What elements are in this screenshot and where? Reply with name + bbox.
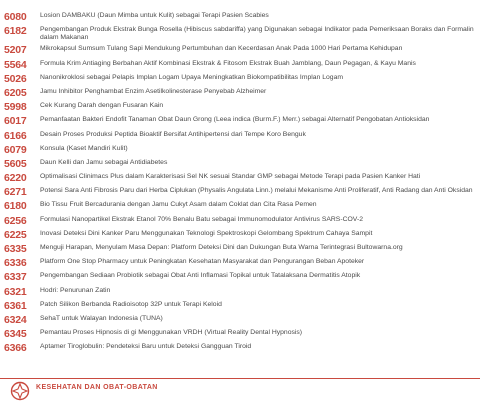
entry-title: Desain Proses Produksi Peptida Bioaktif Bersifat Antihipertensi dari Tempe Koro Benguk xyxy=(40,130,306,138)
entry-number: 6220 xyxy=(4,172,27,185)
entry-number: 6324 xyxy=(4,313,27,326)
entry-number: 6256 xyxy=(4,214,27,227)
entry-title: Pemanfaatan Bakteri Endofit Tanaman Obat Daun Grong (Leea indica (Burm.F.) Merr.) sebagai Alternatif Pengobatan Antioksidan xyxy=(40,116,430,124)
entry-number: 6079 xyxy=(4,143,27,156)
entry-number: 6271 xyxy=(4,186,27,199)
list-item xyxy=(4,45,476,56)
entry-number: 6345 xyxy=(4,328,27,341)
list-item xyxy=(4,287,476,298)
list-item xyxy=(4,201,476,212)
list-item xyxy=(4,258,476,269)
entry-number: 6180 xyxy=(4,200,27,213)
list-item xyxy=(4,301,476,312)
entry-number: 5998 xyxy=(4,101,27,114)
list-item xyxy=(4,102,476,113)
entry-number: 6336 xyxy=(4,257,27,270)
entry-number: 5564 xyxy=(4,58,27,71)
entry-number: 6166 xyxy=(4,129,27,142)
entry-title: Cek Kurang Darah dengan Fusaran Kain xyxy=(40,102,164,110)
entry-number: 6321 xyxy=(4,285,27,298)
entry-title: Nanonikroklosi sebagai Pelapis Implan Logam Upaya Meningkatkan Biokompatibilitas Implan Logam xyxy=(40,73,344,81)
entry-title: Pengembangan Sediaan Probiotik sebagai Obat Anti Inflamasi Topikal untuk Tatalaksana Dermatitis Atopik xyxy=(40,272,361,280)
entry-number: 6225 xyxy=(4,228,27,241)
list-item xyxy=(4,159,476,170)
entry-title: Pengembangan Produk Ekstrak Bunga Rosella (Hibiscus sabdariffa) yang Digunakan sebagai Indikator pada Pemeriksaan Boraks dan Formalin dalam Makanan xyxy=(40,26,474,42)
list-item xyxy=(4,244,476,255)
list-item xyxy=(4,116,476,127)
list-item xyxy=(4,329,476,340)
entry-number: 5605 xyxy=(4,157,27,170)
entry-title: Hodri: Penurunan Zatin xyxy=(40,286,111,294)
entry-number: 6017 xyxy=(4,115,27,128)
entry-number: 6182 xyxy=(4,25,27,38)
entry-title: Konsula (Kaset Mandiri Kulit) xyxy=(40,144,128,152)
list-item xyxy=(4,26,476,42)
list-item xyxy=(4,272,476,283)
footer-divider xyxy=(0,378,480,379)
entry-title: Optimalisasi Clinimacs Plus dalam Karakterisasi Sel NK sesuai Standar GMP sebagai Metode Terapi pada Pasien Kanker Hati xyxy=(40,173,421,181)
list-item xyxy=(4,343,476,354)
entry-title: Formulasi Nanopartikel Ekstrak Etanol 70% Benalu Batu sebagai Immunomodulator Antivirus SARS-COV-2 xyxy=(40,215,364,223)
entry-number: 6361 xyxy=(4,299,27,312)
entry-title: Platform One Stop Pharmacy untuk Peningkatan Kesehatan Masyarakat dan Pengurangan Beban Apoteker xyxy=(40,258,365,266)
entry-title: SehaT untuk Walayan Indonesia (TUNA) xyxy=(40,314,163,322)
entry-number: 5026 xyxy=(4,72,27,85)
entry-title: Pemantau Proses Hipnosis di gi Menggunakan VRDH (Virtual Reality Dental Hypnosis) xyxy=(40,329,303,337)
entry-number: 6366 xyxy=(4,342,27,355)
list-item xyxy=(4,12,476,23)
entries-list xyxy=(4,12,476,358)
list-item xyxy=(4,230,476,241)
entry-number: 6205 xyxy=(4,86,27,99)
entry-title: Mikrokapsul Sumsum Tulang Sapi Mendukung Pertumbuhan dan Kecerdasan Anak Pada 1000 Hari Pertama Kehidupan xyxy=(40,45,403,53)
list-item xyxy=(4,315,476,326)
entry-number: 5207 xyxy=(4,44,27,57)
entry-title: Bio Tissu Fruit Bercadurania dengan Jamu Cukyt Asam dalam Coklat dan Cita Rasa Pemen xyxy=(40,201,317,209)
list-item xyxy=(4,74,476,85)
list-item xyxy=(4,131,476,142)
entry-title: Jamu Inhibitor Penghambat Enzim Asetilkolinesterase Penyebab Alzheimer xyxy=(40,87,267,95)
list-item xyxy=(4,60,476,71)
list-item xyxy=(4,145,476,156)
entry-number: 6080 xyxy=(4,11,27,23)
entry-title: Losion DAMBAKU (Daun Mimba untuk Kulit) sebagai Terapi Pasien Scabies xyxy=(40,12,269,19)
entry-number: 6335 xyxy=(4,243,27,255)
list-item xyxy=(4,173,476,184)
entry-title: Menguji Harapan, Menyulam Masa Depan: Platform Deteksi Dini dan Dukungan Buta Warna Terintegrasi Bultowarna.org xyxy=(40,244,403,251)
entry-title: Inovasi Deteksi Dini Kanker Paru Menggunakan Teknologi Spektroskopi Gelombang Spektrum Cahaya Sampit xyxy=(40,229,373,237)
footer-category-label: KESEHATAN DAN OBAT-OBATAN xyxy=(36,384,158,391)
organization-logo-icon xyxy=(10,381,30,401)
entry-title: Patch Silikon Berbanda Radioisotop 32P untuk Terapi Keloid xyxy=(40,300,222,308)
list-item xyxy=(4,216,476,227)
list-item xyxy=(4,88,476,99)
entry-title: Formula Krim Antiaging Berbahan Aktif Kombinasi Ekstrak & Fitosom Ekstrak Buah Jamblang, Daun Pegagan, & Kayu Manis xyxy=(40,59,416,67)
entry-number: 6337 xyxy=(4,271,27,284)
entry-title: Aptamer Tiroglobulin: Pendeteksi Baru untuk Deteksi Gangguan Tiroid xyxy=(40,343,252,351)
entry-title: Potensi Sara Anti Fibrosis Paru dari Herba Ciplukan (Physalis Angulata Linn.) melalui Mekanisme Anti Proliferatif, Anti Radang dan Anti Oksidan xyxy=(40,187,473,195)
list-item xyxy=(4,187,476,198)
entry-title: Daun Kelli dan Jamu sebagai Antidiabetes xyxy=(40,158,168,166)
